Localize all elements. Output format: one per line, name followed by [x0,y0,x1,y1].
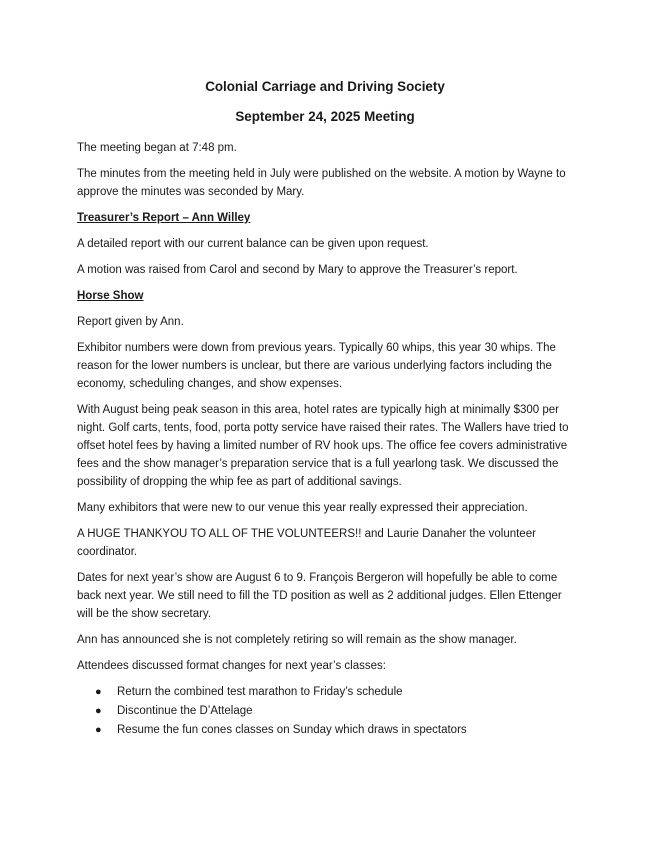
bullet-icon: ● [95,724,102,736]
bullet-icon: ● [95,705,102,717]
horse-show-paragraph-5: A HUGE THANKYOU TO ALL OF THE VOLUNTEERS!! and Laurie Danaher the volunteer coordinator. [77,528,536,558]
meeting-date-title: September 24, 2025 Meeting [235,109,415,124]
list-item [77,683,573,702]
treasurer-report-heading: Treasurer’s Report – Ann Willey [77,212,251,224]
horse-show-paragraph-6: Dates for next year’s show are August 6 to 9. François Bergeron will hopefully be able to come back next year. We still need to fill the TD position as well as 2 additional judges. Ellen Ettenger will be the show secretary. [77,572,562,620]
horse-show-paragraph-1: Report given by Ann. [77,316,184,328]
list-item-text: Discontinue the D’Attelage [117,705,253,717]
treasurer-paragraph-2: A motion was raised from Carol and second by Mary to approve the Treasurer’s report. [77,264,518,276]
opening-paragraph: The meeting began at 7:48 pm. [77,142,237,154]
treasurer-paragraph-1: A detailed report with our current balance can be given upon request. [77,238,429,250]
list-item-text: Return the combined test marathon to Friday’s schedule [117,686,403,698]
horse-show-heading: Horse Show [77,290,144,302]
minutes-paragraph: The minutes from the meeting held in July were published on the website. A motion by Wayne to approve the minutes was seconded by Mary. [77,168,566,198]
horse-show-paragraph-7: Ann has announced she is not completely retiring so will remain as the show manager. [77,634,517,646]
horse-show-paragraph-3: With August being peak season in this area, hotel rates are typically high at minimally $300 per night. Golf carts, tents, food, porta potty service have raised their rates. The Wallers have tried to offset hotel fees by having a limited number of RV hook ups. The office fee covers administrative fees and the show manager’s preparation service that is a full yearlong task. We discussed the possibility of dropping the whip fee as part of additional savings. [77,404,569,488]
list-item [77,721,573,740]
document-body [77,78,573,740]
list-item [77,702,573,721]
horse-show-paragraph-2: Exhibitor numbers were down from previous years. Typically 60 whips, this year 30 whips. The reason for the lower numbers is unclear, but there are various underlying factors including the economy, scheduling changes, and show expenses. [77,342,556,390]
document-title: Colonial Carriage and Driving Society [205,79,445,94]
format-changes-list [77,683,573,740]
horse-show-paragraph-4: Many exhibitors that were new to our venue this year really expressed their appreciation. [77,502,528,514]
bullet-icon: ● [95,686,102,698]
horse-show-paragraph-8: Attendees discussed format changes for next year’s classes: [77,660,386,672]
list-item-text: Resume the fun cones classes on Sunday which draws in spectators [117,724,467,736]
